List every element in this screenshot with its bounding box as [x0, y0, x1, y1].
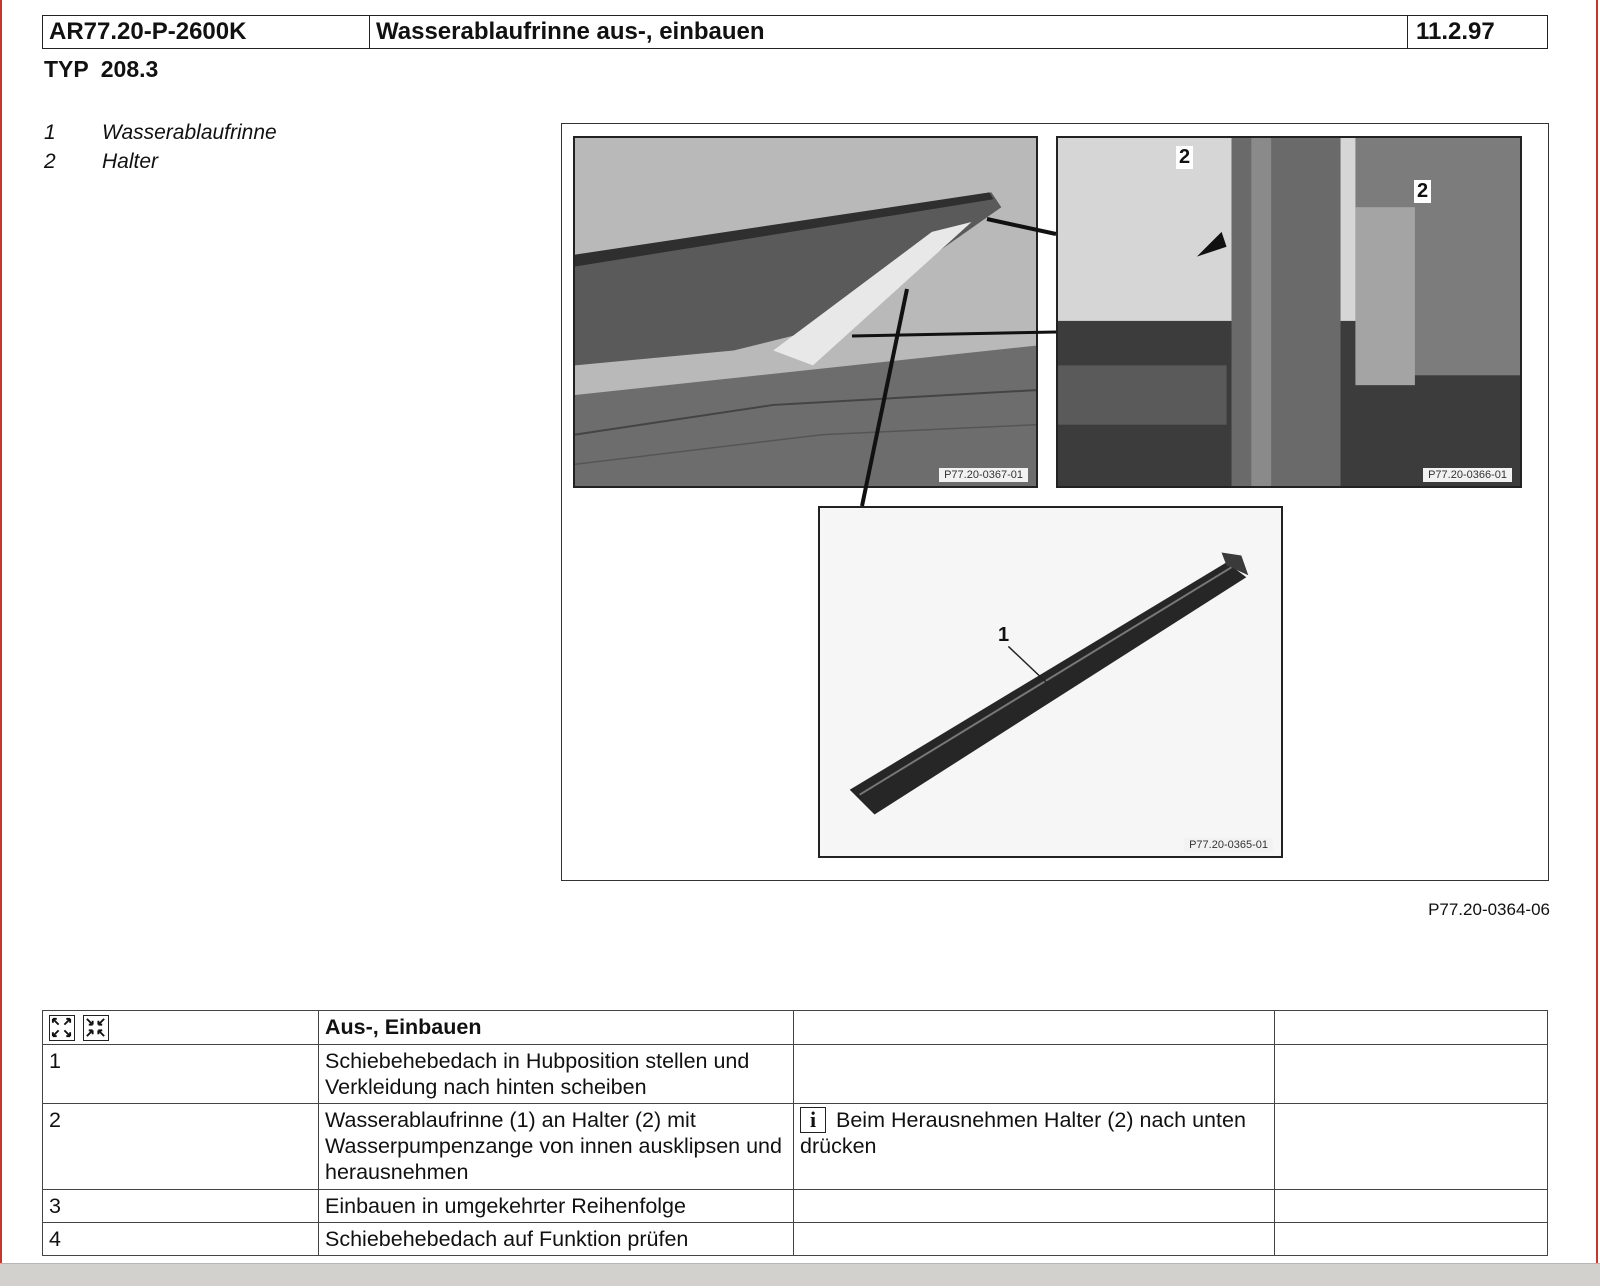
table-header-title: Aus-, Einbauen [319, 1011, 794, 1045]
header-icons-cell [43, 1011, 319, 1045]
photo-reference: P77.20-0367-01 [939, 468, 1028, 482]
document-title: Wasserablaufrinne aus-, einbauen [370, 16, 1408, 48]
table-header-row [43, 1011, 1548, 1045]
bottom-scroll-bar[interactable] [0, 1263, 1600, 1286]
step-text: Einbauen in umgekehrter Reihenfolge [319, 1190, 794, 1223]
photo-reference: P77.20-0366-01 [1423, 468, 1512, 482]
step-text: Wasserablaufrinne (1) an Halter (2) mit Wasserpumpenzange von innen ausklipsen und herausnehmen [319, 1104, 794, 1190]
table-row [43, 1223, 1548, 1256]
step-extra [1275, 1223, 1548, 1256]
step-note: Beim Herausnehmen Halter (2) nach unten drücken [800, 1108, 1246, 1159]
legend-item [44, 118, 277, 147]
step-extra [1275, 1190, 1548, 1223]
procedure-table [42, 1010, 1548, 1256]
typ-value: 208.3 [100, 56, 159, 82]
step-note [794, 1190, 1275, 1223]
typ-label: TYP [44, 56, 89, 82]
step-note-cell [794, 1104, 1275, 1190]
step-note [794, 1045, 1275, 1104]
document-date: 11.2.97 [1416, 18, 1495, 45]
sunroof-illustration [575, 138, 1036, 486]
photo-sunroof [573, 136, 1038, 488]
holder-illustration [1058, 138, 1520, 486]
table-row [43, 1104, 1548, 1190]
step-number: 4 [43, 1223, 319, 1256]
step-number: 3 [43, 1190, 319, 1223]
table-header-notes [794, 1011, 1275, 1045]
callout-number: 2 [1176, 146, 1193, 169]
figure-reference: P77.20-0364-06 [1428, 900, 1550, 919]
photo-drain-channel [818, 506, 1283, 858]
legend-label: Halter [102, 150, 159, 173]
callout-number: 2 [1414, 180, 1431, 203]
step-extra [1275, 1045, 1548, 1104]
legend-label: Wasserablaufrinne [102, 121, 277, 144]
legend-number: 1 [44, 121, 56, 144]
step-text: Schiebehebedach in Hubposition stellen und Verkleidung nach hinten scheiben [319, 1045, 794, 1104]
vehicle-type [44, 56, 170, 83]
table-header-extra [1275, 1011, 1548, 1045]
photo-reference: P77.20-0365-01 [1184, 838, 1273, 852]
parts-legend [44, 118, 277, 176]
document-code: AR77.20-P-2600K [43, 16, 370, 48]
legend-item [44, 147, 277, 176]
table-row [43, 1045, 1548, 1104]
step-extra [1275, 1104, 1548, 1190]
legend-number: 2 [44, 150, 56, 173]
illustration-figure [561, 123, 1549, 881]
step-number: 1 [43, 1045, 319, 1104]
photo-holder [1056, 136, 1522, 488]
step-number: 2 [43, 1104, 319, 1190]
step-text: Schiebehebedach auf Funktion prüfen [319, 1223, 794, 1256]
drain-channel-illustration [820, 508, 1281, 856]
document-header [42, 15, 1548, 49]
step-note [794, 1223, 1275, 1256]
callout-number: 1 [998, 624, 1010, 646]
remove-icon [49, 1015, 75, 1041]
info-icon: i [800, 1107, 826, 1133]
install-icon [83, 1015, 109, 1041]
table-row [43, 1190, 1548, 1223]
